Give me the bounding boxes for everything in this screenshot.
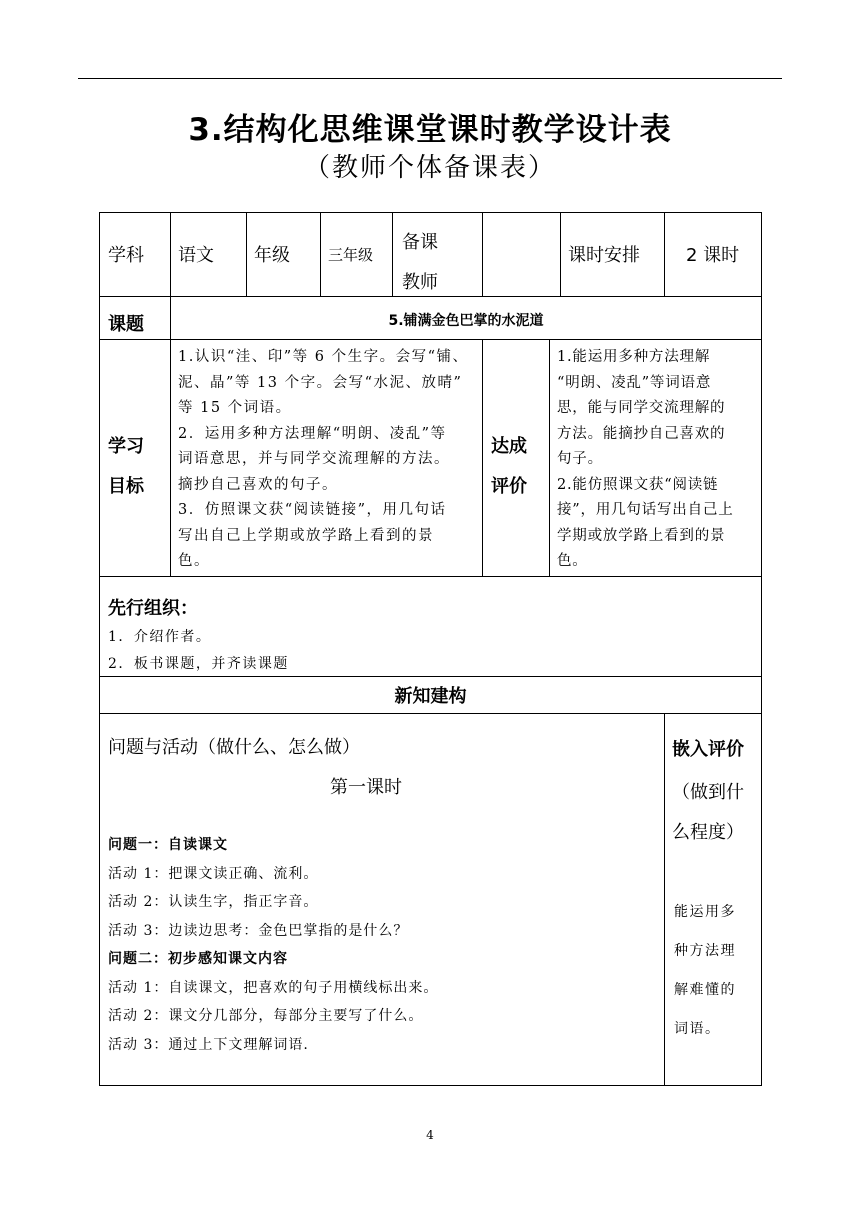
goal-line: 写出自己上学期或放学路上看到的景 (178, 527, 434, 544)
col-divider (549, 339, 550, 576)
eval-label-line1: 达成 (491, 436, 527, 457)
topic-value: 5.铺满金色巴掌的水泥道 (388, 313, 544, 329)
grade-label: 年级 (254, 245, 290, 266)
activity-item: 活动 1：把课文读正确、流利。 (108, 865, 319, 882)
subject-label: 学科 (108, 245, 144, 266)
col-divider (482, 212, 483, 296)
embedded-eval-line: 能运用多 (674, 904, 736, 920)
activities-list (108, 831, 438, 1059)
embedded-eval-sub (672, 773, 744, 853)
goal-line: 色。 (178, 553, 210, 569)
teacher-label-line2: 教师 (402, 272, 438, 293)
activity-item: 活动 3：通过上下文理解词语. (108, 1036, 309, 1053)
activity-item: 活动 3：边读边思考：金色巴掌指的是什么？ (108, 922, 409, 939)
goal-line: 摘抄自己喜欢的句子。 (178, 476, 338, 493)
col-divider (170, 212, 171, 576)
eval-line: 方法。能摘抄自己喜欢的 (557, 425, 726, 442)
goal-line: 词语意思，并与同学交流理解的方法。 (178, 451, 450, 467)
eval-line: “明朗、凌乱”等词语意 (557, 374, 712, 391)
question-one: 问题一：自读课文 (108, 837, 228, 853)
lesson-label: 第一课时 (330, 777, 402, 798)
goal-line: 3．仿照课文获“阅读链接”，用几句话 (178, 502, 447, 518)
embedded-eval-line: 词语。 (674, 1021, 721, 1037)
eval-text (557, 345, 759, 575)
advance-heading: 先行组织： (108, 598, 198, 619)
activity-item: 活动 2：课文分几部分，每部分主要写了什么。 (108, 1008, 424, 1024)
subject-value: 语文 (178, 245, 214, 266)
advance-list (108, 624, 289, 678)
activity-item: 活动 2：认读生字，指正字音。 (108, 894, 319, 910)
col-divider (560, 212, 561, 296)
grade-value: 三年级 (328, 245, 374, 264)
embedded-eval-heading: 嵌入评价 (672, 739, 744, 760)
embedded-eval-sub-line: （做到什 (672, 782, 744, 803)
row-divider (99, 576, 762, 577)
row-divider (99, 713, 762, 714)
eval-line: 1.能运用多种方法理解 (557, 349, 711, 365)
col-divider (664, 212, 665, 296)
embedded-eval-text (674, 893, 736, 1049)
col-divider (320, 212, 321, 296)
eval-line: 接”，用几句话写出自己上 (557, 502, 734, 518)
goal-line: 2．运用多种方法理解“明朗、凌乱”等 (178, 425, 447, 442)
goals-label-line1: 学习 (108, 436, 144, 457)
eval-line: 学期或放学路上看到的景 (557, 527, 726, 544)
eval-label-line2: 评价 (491, 476, 527, 497)
advance-item: 1．介绍作者。 (108, 629, 212, 645)
goal-line: 泥、晶”等 13 个字。会写“水泥、放晴” (178, 374, 463, 391)
col-divider (482, 339, 483, 576)
schedule-label: 课时安排 (568, 245, 640, 266)
topic-label: 课题 (108, 314, 144, 335)
eval-line: 思，能与同学交流理解的 (557, 400, 726, 416)
embedded-eval-sub-line: 么程度） (672, 822, 744, 843)
teacher-label-line1: 备课 (402, 232, 438, 253)
goal-line: 1.认识“洼、印”等 6 个生字。会写“铺、 (178, 349, 469, 365)
activities-heading: 问题与活动（做什么、怎么做） (108, 737, 360, 758)
advance-item: 2．板书课题，并齐读课题 (108, 656, 289, 672)
row-divider (99, 296, 762, 297)
page-number: 4 (426, 1128, 434, 1142)
eval-line: 句子。 (557, 451, 603, 467)
eval-line: 2.能仿照课文获“阅读链 (557, 476, 719, 493)
col-divider (246, 212, 247, 296)
page-subtitle: （教师个体备课表） (303, 153, 556, 183)
goals-label-line2: 目标 (108, 476, 144, 497)
eval-line: 色。 (557, 553, 588, 569)
schedule-value: 2 课时 (686, 245, 740, 266)
header-rule (78, 78, 782, 79)
embedded-eval-line: 种方法理 (674, 943, 736, 959)
col-divider (392, 212, 393, 296)
embedded-eval-line: 解难懂的 (674, 982, 736, 998)
goals-text (178, 345, 480, 575)
goal-line: 等 15 个词语。 (178, 400, 292, 416)
page-title: 3.结构化思维课堂课时教学设计表 (188, 112, 672, 148)
question-two: 问题二：初步感知课文内容 (108, 951, 288, 967)
construction-heading: 新知建构 (394, 685, 467, 707)
activity-item: 活动 1：自读课文，把喜欢的句子用横线标出来。 (108, 979, 439, 996)
col-divider (664, 713, 665, 1086)
